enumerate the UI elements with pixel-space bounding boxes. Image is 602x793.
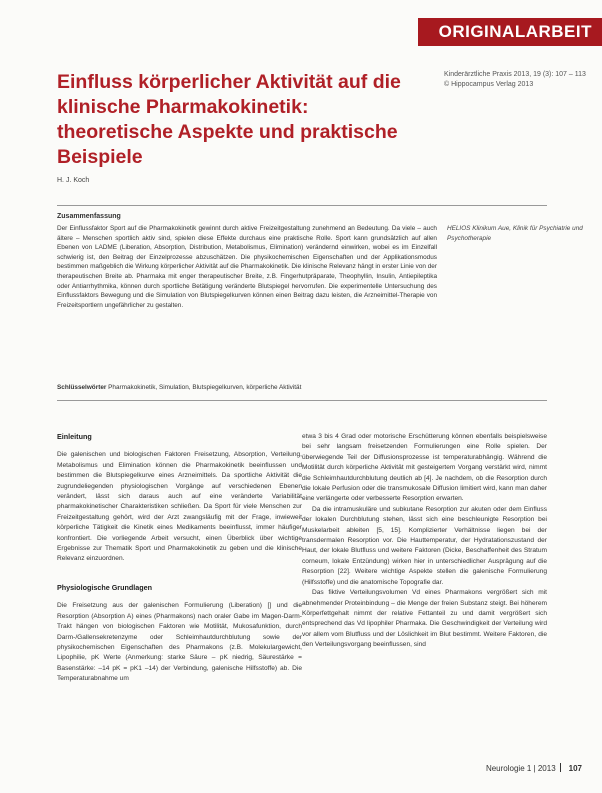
abstract-text: Der Einflussfaktor Sport auf die Pharmakokinetik gewinnt durch aktive Freizeitgestaltung zunehmend an Bedeutung. Da viele – auch ältere – Menschen sportlich aktiv sind, spielen diese Effekte durchaus eine praktische Rolle. Sport kann grundsätzlich auf allen Ebenen von LADME (Liberation, Absorption, Distribution, Metabolismus, Elimination) verändernd einwirken, wobei es im Einzelfall schwierig ist, den Beitrag der Einzelprozesse abzuschätzen. Die physikochemischen Eigenschaften und der Applikationsmodus bestimmen maßgeblich die Wirkung körperlicher Aktivität auf die Pharmakokinetik. Die klinische Relevanz hängt in erster Linie von der therapeutischen Breite ab. Pharmaka mit enger therapeutischer Breite, z.B. Fingerhutpräparate, Theophyllin, Insulin, Antiepileptika oder Antiarrhythmika, können durch sportliche Betätigung veränderte Blutspiegel hervorrufen. Die experimentelle Untersuchung des Einflussfaktors Bewegung und die Simulation von Blutspiegelkurven können einen Beitrag dazu leisten, die Arzneimittel-Therapie von Freizeitsportlern ungefährlicher zu gestalten. (57, 225, 437, 309)
keywords-label: Schlüsselwörter (57, 384, 107, 391)
journal-issue: Neurologie 1 | 2013 (485, 764, 556, 773)
article-type-banner: ORIGINALARBEIT (418, 18, 602, 46)
keywords-line (57, 384, 437, 391)
abstract-divider (57, 400, 547, 401)
body-paragraph-3: Das fiktive Verteilungsvolumen Vd eines Pharmakons vergrößert sich mit abnehmender Proteinbindung – die Menge der freien Substanz steigt. Bei höherem Körperfettgehalt nimmt der relative Fettanteil zu und damit vergrößert sich entsprechend das Vd lipophiler Pharmaka. Die Geschwindigkeit der Verteilung wird vor allem vom Blutfluss und der Löslichkeit im Blut bestimmt. Weitere Faktoren, die den Verteilungsvorgang beeinflussen, sind (302, 589, 547, 649)
keywords-list: Pharmakokinetik, Simulation, Blutspiegelkurven, körperliche Aktivität (108, 384, 302, 391)
article-title: Einfluss körperlicher Aktivität auf die klinische Pharmakokinetik: theoretische Aspekte und praktische Beispiele (57, 71, 401, 168)
section-heading-introduction: Einleitung (57, 432, 92, 441)
section-heading-physiology: Physiologische Grundlagen (57, 582, 153, 592)
publication-meta (444, 70, 594, 90)
body-paragraph-1: etwa 3 bis 4 Grad oder motorische Erschütterung können ebenfalls beispielsweise bei sehr langsam freisetzenden Formulierungen eine Rolle spielen. Der überwiegende Teil der Diffusionsprozesse ist temperaturabhängig. Während die Motilität durch körperliche Aktivität mit gesteigertem Vorgang verstärkt wird, nimmt die Schleimhautdurchblutung deutlich ab [4]. Je nachdem, ob die Resorption durch die lokale Perfusion oder die transmukosale Diffusion limitiert wird, kann man daher eine verlängerte oder verbesserte Resorption erwarten. (302, 433, 547, 503)
author-affiliation: HELIOS Klinikum Aue, Klinik für Psychiatrie und Psychotherapie (447, 225, 583, 242)
page-footer (486, 763, 582, 773)
left-column (57, 432, 302, 685)
abstract-heading: Zusammenfassung (57, 213, 121, 220)
footer-separator (560, 763, 561, 772)
introduction-paragraph: Die galenischen und biologischen Faktoren Freisetzung, Absorption, Verteilung, Metabolismus und Elimination können die Pharmakokinetik beeinflussen und bestimmen die Blutspiegelkurve eines Arzneimittels. Da sportliche Aktivität die zugrundeliegenden physiologischen Vorgänge auf verschiedenen Ebenen verändert, lässt sich daraus auch auf eine veränderte Variabilität pharmakokinetischer Charakteristiken schließen. Da Sport für viele Menschen zur Freizeitgestaltung gehört, wird der Arzt zwangsläufig mit der Frage, inwieweit körperliche Tätigkeit die Kinetik eines Medikaments beeinflusst, immer häufiger konfrontiert. Die vorliegende Arbeit versucht, einen Überblick über wichtige Ergebnisse zur Thematik Sport und Pharmakokinetik zu geben und die klinische Relevanz einzuordnen. (57, 451, 302, 563)
author-name: H. J. Koch (57, 177, 90, 184)
top-divider (57, 205, 547, 206)
citation-line: Kinderärztliche Praxis 2013, 19 (3): 107 – 113 (444, 71, 586, 78)
physiology-paragraph: Die Freisetzung aus der galenischen Formulierung (Liberation) [] und die Resorption (Absorption A) eines (Pharmakons) nach oraler Gabe im Magen-Darm-Trakt hängen von biologischen Faktoren wie Motilität, Mukosafunktion, durch Darm-/Gallensekretenzyme oder Schleimhautdurchblutung sowie der physikochemischen Eigenschaften des Pharmakons (z.B. Molekulargewicht, Lipophilie, pK Werte (Anmerkung: starke Säure – pK niedrig, Säurestärke = Basenstärke: –14 pK = pK1 –14) der Verbindung, galenische Hilfsstoffe) ab. Die Temperaturabnahme um (57, 602, 302, 683)
page-number: 107 (568, 764, 582, 773)
copyright-line: © Hippocampus Verlag 2013 (444, 81, 534, 88)
body-paragraph-2: Da die intramuskuläre und subkutane Resorption zur akuten oder dem Einfluss der lokalen Durchblutung stehen, lässt sich eine beschleunigte Resorption bei Muskelarbeit ableiten [5, 15]. Komplizierter Verhältnisse liegen bei der transdermalen Resorption vor. Die Hauttemperatur, der Hydratationszustand der Haut, der lokale Blutfluss und weitere Faktoren (Dicke, Beschaffenheit des Stratum corneum, lokale Entzündung) wirken hier in unterschiedlicher Ausprägung auf die Resorption [22]. Weitere wichtige Aspekte stellen die galenische Formulierung (Hilfsstoffe) und die anatomische Topografie dar. (302, 505, 547, 586)
right-column (302, 432, 547, 651)
